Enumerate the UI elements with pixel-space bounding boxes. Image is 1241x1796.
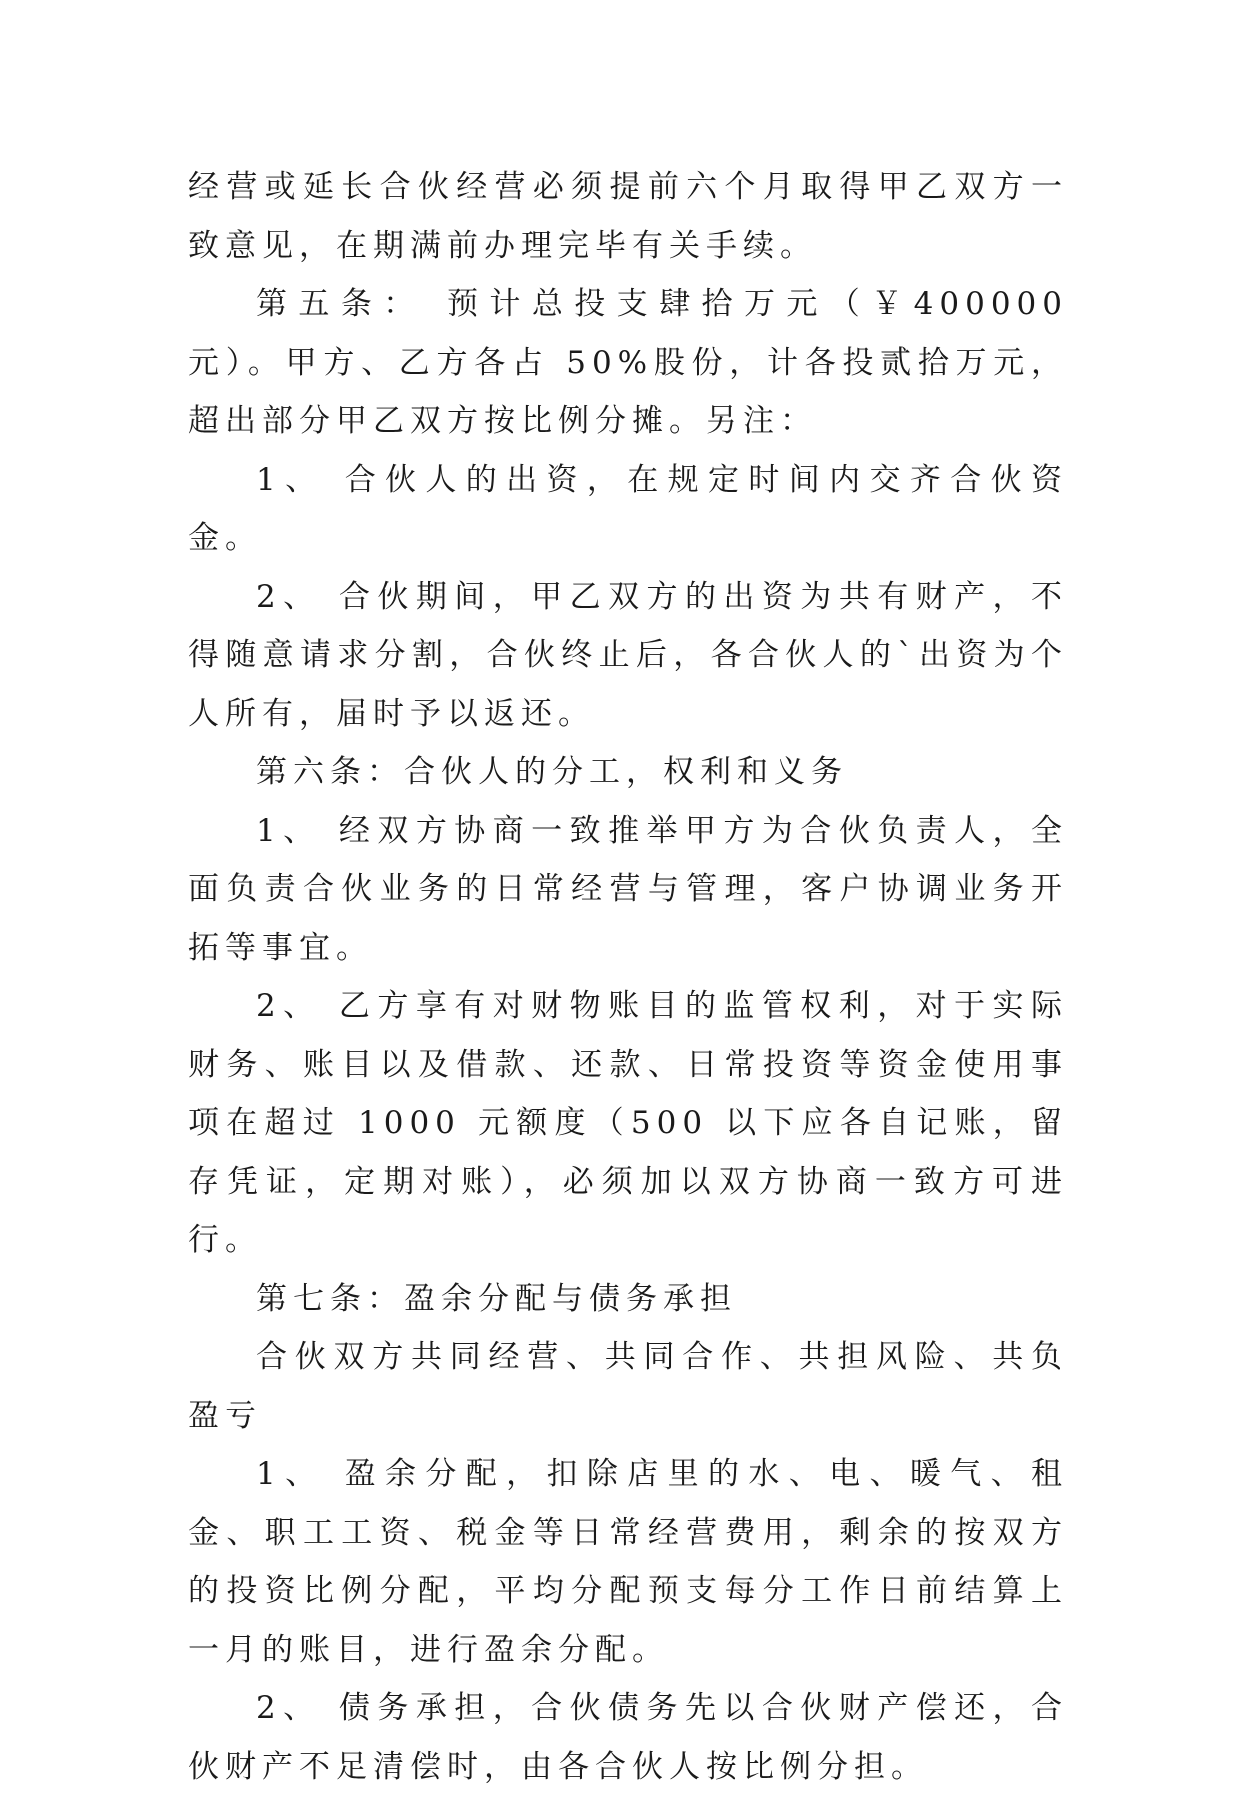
paragraph-continuation: 经营或延长合伙经营必须提前六个月取得甲乙双方一致意见，在期满前办理完毕有关手续。 bbox=[188, 169, 1068, 264]
document-body bbox=[188, 158, 1068, 1796]
paragraph-article-5-item-2: 2、 合伙期间，甲乙双方的出资为共有财产，不得随意请求分割，合伙终止后，各合伙人的`出资为个人所有，届时予以返还。 bbox=[188, 578, 1068, 732]
paragraph-article-7-intro: 合伙双方共同经营、共同合作、共担风险、共负盈亏 bbox=[188, 1339, 1068, 1434]
paragraph-article-7-heading: 第七条：盈余分配与债务承担 bbox=[256, 1280, 737, 1317]
paragraph-article-6-item-2: 2、 乙方享有对财物账目的监管权利，对于实际财务、账目以及借款、还款、日常投资等资金使用事项在超过 1000 元额度（500 以下应各自记账，留存凭证，定期对账），必须加以双方协商一致方可进行。 bbox=[188, 988, 1068, 1258]
paragraph-article-5: 第五条： 预计总投支肆拾万元（￥400000 元）。甲方、乙方各占 50%股份，计各投贰拾万元，超出部分甲乙双方按比例分摊。另注： bbox=[188, 286, 1068, 439]
paragraph-article-6-item-1: 1、 经双方协商一致推举甲方为合伙负责人，全面负责合伙业务的日常经营与管理，客户协调业务开拓等事宜。 bbox=[188, 812, 1068, 966]
paragraph-article-5-item-1: 1、 合伙人的出资，在规定时间内交齐合伙资金。 bbox=[188, 461, 1068, 556]
paragraph-article-7-item-1: 1、 盈余分配，扣除店里的水、电、暖气、租金、职工工资、税金等日常经营费用，剩余的按双方的投资比例分配，平均分配预支每分工作日前结算上一月的账目，进行盈余分配。 bbox=[188, 1456, 1068, 1668]
paragraph-article-7-item-2: 2、 债务承担，合伙债务先以合伙财产偿还，合伙财产不足清偿时，由各合伙人按比例分担。 bbox=[188, 1690, 1068, 1785]
paragraph-article-6-heading: 第六条：合伙人的分工，权利和义务 bbox=[256, 754, 848, 790]
